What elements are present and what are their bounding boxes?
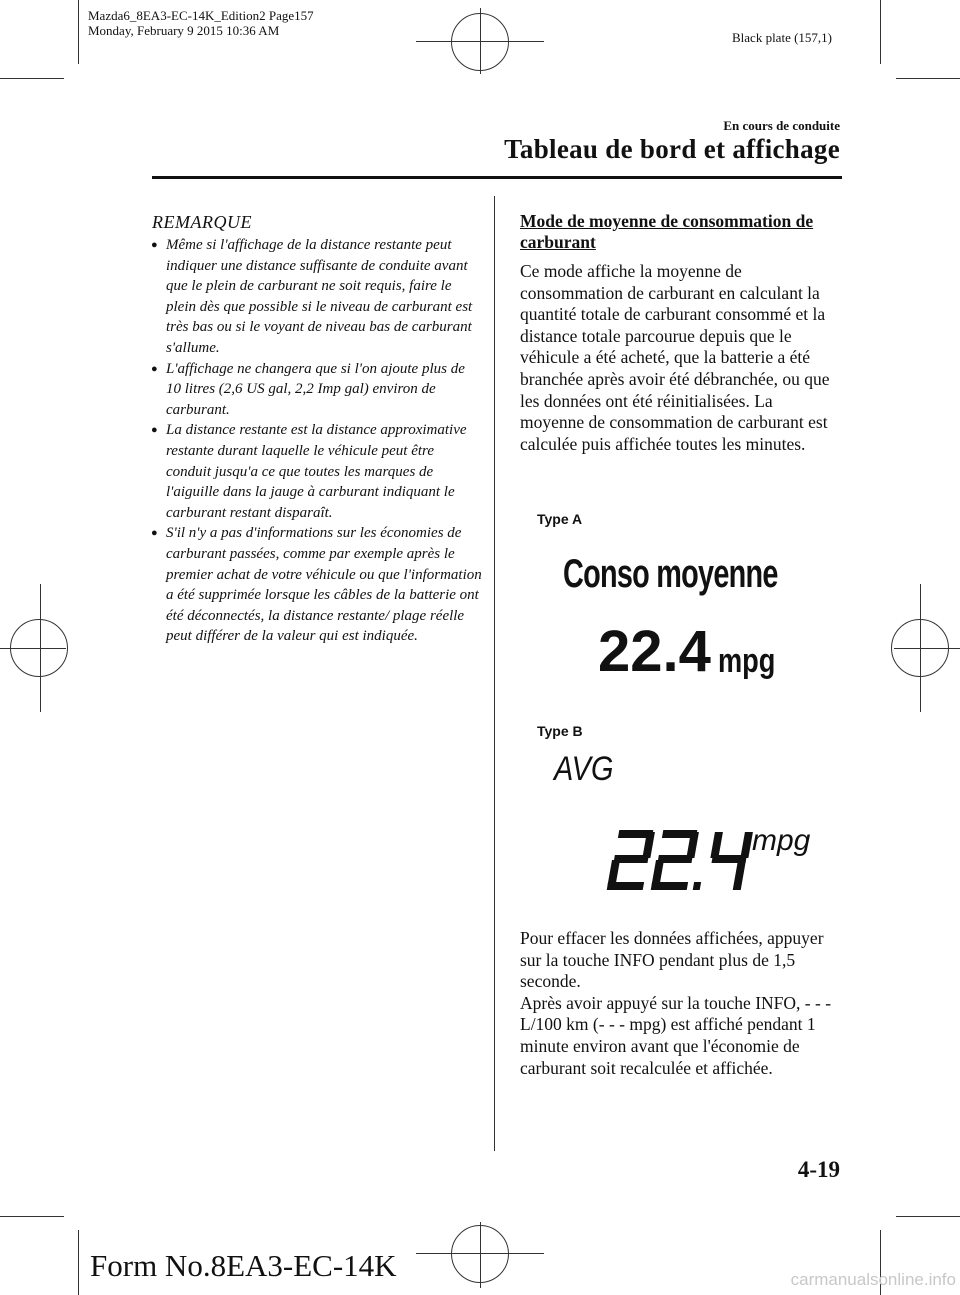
remark-title: REMARQUE — [152, 212, 252, 232]
plate-info-line2: Monday, February 9 2015 10:36 AM — [88, 23, 280, 38]
watermark: carmanualsonline.info — [790, 1270, 956, 1289]
bullet-icon: ● — [151, 239, 158, 251]
remark-item — [152, 523, 482, 647]
bullet-icon: ● — [151, 424, 158, 437]
plate-info — [88, 8, 314, 38]
display-a-title: Conso moyenne — [563, 552, 778, 596]
black-plate-label: Black plate (157,1) — [732, 30, 832, 45]
type-a-label: Type A — [537, 511, 583, 527]
header-rule — [152, 176, 842, 179]
display-b-unit: mpg — [752, 824, 811, 857]
remark-item — [152, 420, 482, 523]
plate-info-line1: Mazda6_8EA3-EC-14K_Edition2 Page157 — [88, 8, 314, 23]
remark-item-text: La distance restante est la distance approximative restante durant laquelle le véhicule peut être conduit jusqu'a ce que toutes les marques de l'aiguille dans la jauge à carburant indiquant le carburant restant disparaît. — [166, 422, 467, 521]
section-subtitle: En cours de conduite — [723, 118, 840, 133]
remark-list — [152, 235, 482, 647]
page-number: 4-19 — [797, 1157, 840, 1182]
remark-item-text: S'il n'y a pas d'informations sur les économies de carburant passées, comme par exemple après le premier achat de votre véhicule ou que l'information a été supprimée lorsque les câbles de la batterie ont été déconnectés, la distance restante/ plage réelle peut différer de la valeur qui est indiquée. — [166, 525, 482, 645]
mode-paragraph: Ce mode affiche la moyenne de consommation de carburant en calculant la quantité totale de carburant consommé et la distance totale parcourue depuis que le véhicule a été acheté, que la batterie a été branchée après avoir été débranchée, ou que les données ont été réinitialisées. La moyenne de consommation de carburant est calculée puis affichée toutes les minutes. — [520, 261, 830, 454]
column-divider — [494, 196, 495, 1151]
display-a-value: 22.4 — [598, 619, 711, 684]
remark-item — [152, 235, 482, 359]
section-title: Tableau de bord et affichage — [504, 134, 840, 164]
display-a-unit: mpg — [718, 642, 776, 680]
instructions-paragraph-1: Pour effacer les données affichées, appuyer sur la touche INFO pendant plus de 1,5 seconde. — [520, 928, 824, 992]
segment-digit-2 — [607, 830, 656, 890]
remark-item-text: Même si l'affichage de la distance restante peut indiquer une distance suffisante de conduite avant que le plein de carburant ne soit requis, faire le plein dès que possible si le niveau de carburant est très bas ou si le voyant de niveau bas de carburant s'allume. — [166, 237, 473, 356]
display-b-avg: AVG — [554, 750, 614, 788]
instructions-block — [520, 928, 840, 1079]
form-number: Form No.8EA3-EC-14K — [90, 1248, 397, 1283]
segment-digit-2 — [651, 830, 700, 890]
remark-block — [152, 212, 482, 647]
segment-digit-4 — [705, 832, 753, 890]
type-b-label: Type B — [537, 723, 583, 739]
instructions-paragraph-2: Après avoir appuyé sur la touche INFO, - - - L/100 km (- - - mpg) est affiché pendant 1 minute environ avant que l'économie de carburant soit recalculée et affichée. — [520, 992, 832, 1078]
mode-section — [520, 211, 840, 455]
display-b-segment-digits — [606, 826, 756, 894]
remark-item-text: L'affichage ne changera que si l'on ajoute plus de 10 litres (2,6 US gal, 2,2 Imp gal) environ de carburant. — [166, 360, 465, 418]
bullet-icon: ● — [151, 362, 158, 375]
remark-item — [152, 359, 482, 421]
segment-decimal-point — [693, 882, 701, 890]
mode-title: Mode de moyenne de consommation de carburant — [520, 211, 814, 252]
bullet-icon: ● — [151, 527, 158, 540]
